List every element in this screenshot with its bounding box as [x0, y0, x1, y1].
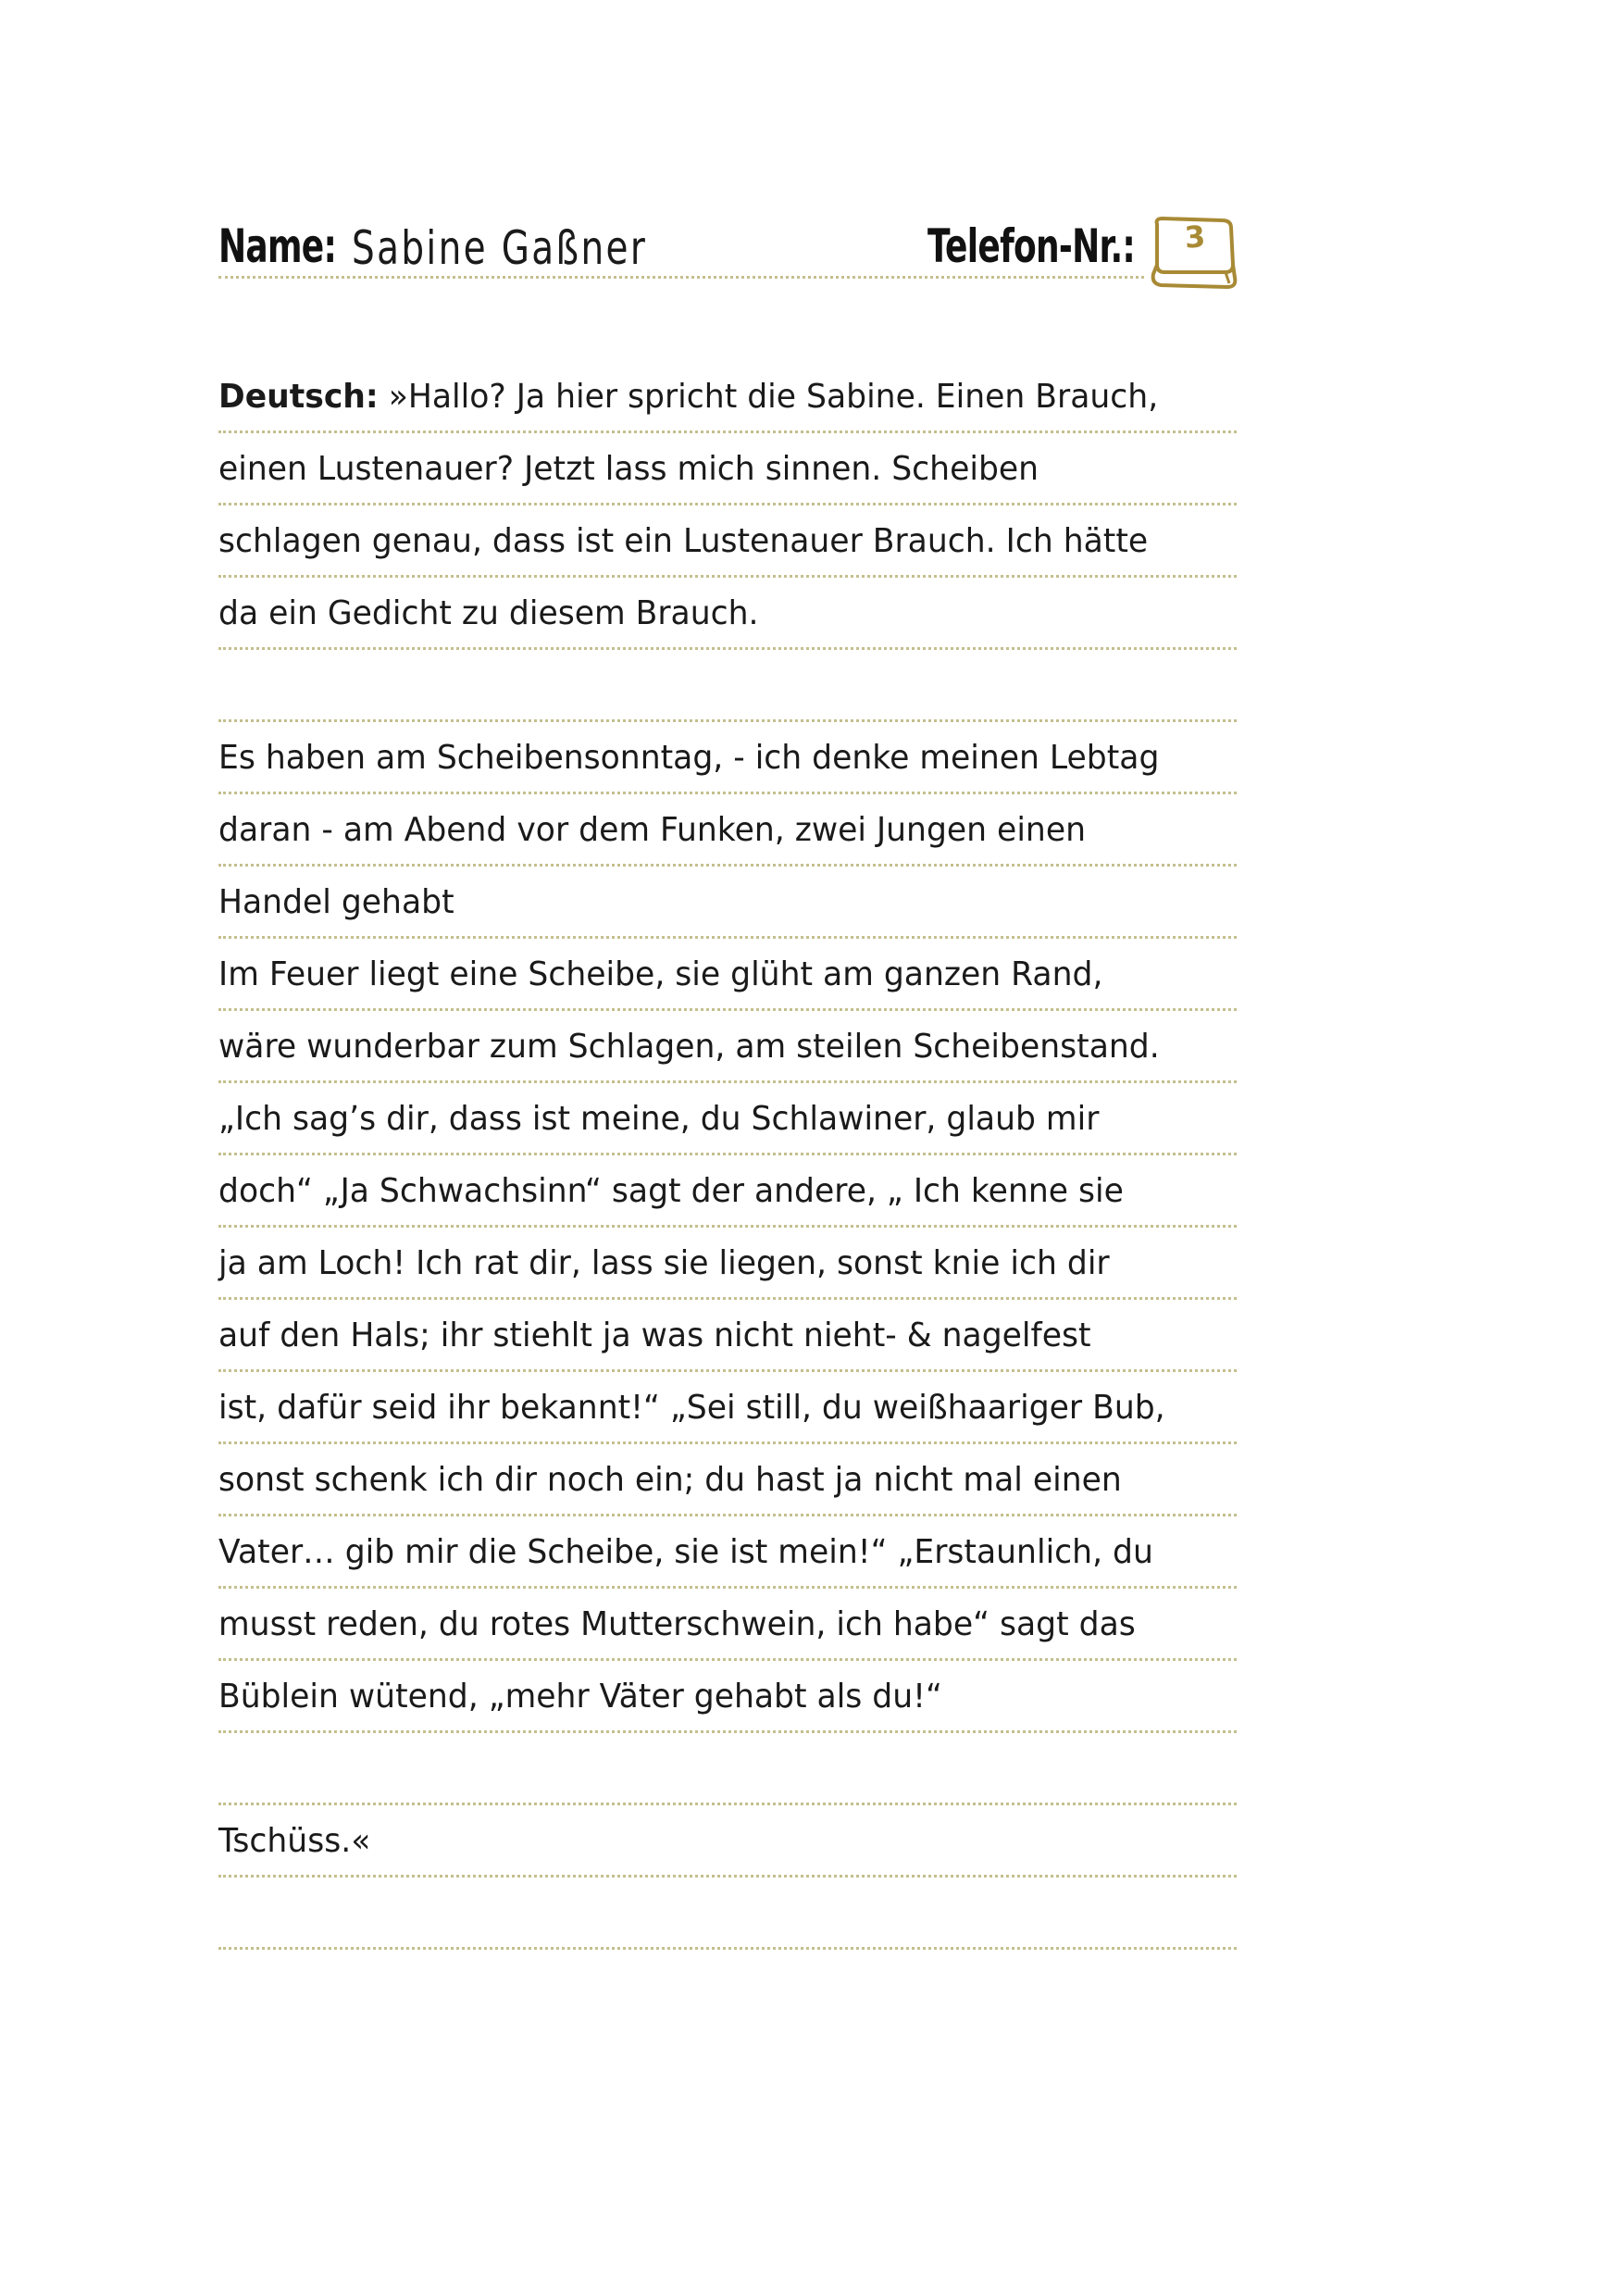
text-line: [218, 1516, 1237, 1589]
text-line: [218, 1661, 1237, 1733]
line-text: einen Lustenauer? Jetzt lass mich sinnen. Scheiben: [218, 450, 1039, 488]
name-value: Sabine Gaßner: [352, 221, 648, 275]
text-lines: [218, 361, 1237, 1950]
text-line: [218, 1444, 1237, 1516]
text-line: [218, 505, 1237, 578]
header-underline: [218, 276, 1144, 279]
line-text: „Ich sag’s dir, dass ist meine, du Schlawiner, glaub mir: [218, 1100, 1100, 1138]
line-text: auf den Hals; ihr stiehlt ja was nicht nieht- & nagelfest: [218, 1316, 1091, 1354]
phone-label: Telefon-Nr.:: [927, 219, 1136, 273]
line-text: Vater… gib mir die Scheibe, sie ist mein!“ „Erstaunlich, du: [218, 1533, 1153, 1571]
line-text: Handel gehabt: [218, 883, 454, 921]
text-line: [218, 939, 1237, 1011]
line-text: sonst schenk ich dir noch ein; du hast ja nicht mal einen: [218, 1461, 1122, 1499]
language-label: Deutsch:: [218, 378, 379, 416]
text-line: [218, 722, 1237, 794]
text-line: [218, 1011, 1237, 1083]
line-text: wäre wunderbar zum Schlagen, am steilen Scheibenstand.: [218, 1028, 1160, 1066]
phone-key-number: 3: [1183, 218, 1207, 256]
text-line: [218, 1589, 1237, 1661]
line-text: Im Feuer liegt eine Scheibe, sie glüht am ganzen Rand,: [218, 955, 1103, 993]
name-label: Name:: [218, 219, 337, 273]
text-line: [218, 433, 1237, 505]
text-line: [218, 1228, 1237, 1300]
text-line: [218, 1733, 1237, 1805]
text-line: [218, 794, 1237, 867]
text-line: [218, 361, 1237, 433]
line-text: ja am Loch! Ich rat dir, lass sie liegen, sonst knie ich dir: [218, 1244, 1110, 1282]
text-line: [218, 867, 1237, 939]
line-text: »Hallo? Ja hier spricht die Sabine. Einen Brauch,: [378, 378, 1159, 416]
text-line: [218, 1300, 1237, 1372]
text-line: [218, 1083, 1237, 1155]
line-text: daran - am Abend vor dem Funken, zwei Jungen einen: [218, 811, 1086, 849]
text-line: [218, 578, 1237, 650]
text-line: [218, 1878, 1237, 1950]
line-text: Büblein wütend, „mehr Väter gehabt als du!“: [218, 1678, 942, 1716]
line-text: musst reden, du rotes Mutterschwein, ich habe“ sagt das: [218, 1605, 1136, 1643]
line-text: ist, dafür seid ihr bekannt!“ „Sei still, du weißhaariger Bub,: [218, 1389, 1165, 1427]
text-line: [218, 1805, 1237, 1878]
line-text: da ein Gedicht zu diesem Brauch.: [218, 594, 759, 632]
line-text: schlagen genau, dass ist ein Lustenauer Brauch. Ich hätte: [218, 522, 1149, 560]
line-text: Es haben am Scheibensonntag, - ich denke meinen Lebtag: [218, 739, 1160, 777]
text-line: [218, 1155, 1237, 1228]
line-text: Tschüss.«: [218, 1822, 371, 1860]
line-text: doch“ „Ja Schwachsinn“ sagt der andere, „ Ich kenne sie: [218, 1172, 1124, 1210]
text-line: [218, 650, 1237, 722]
text-line: [218, 1372, 1237, 1444]
